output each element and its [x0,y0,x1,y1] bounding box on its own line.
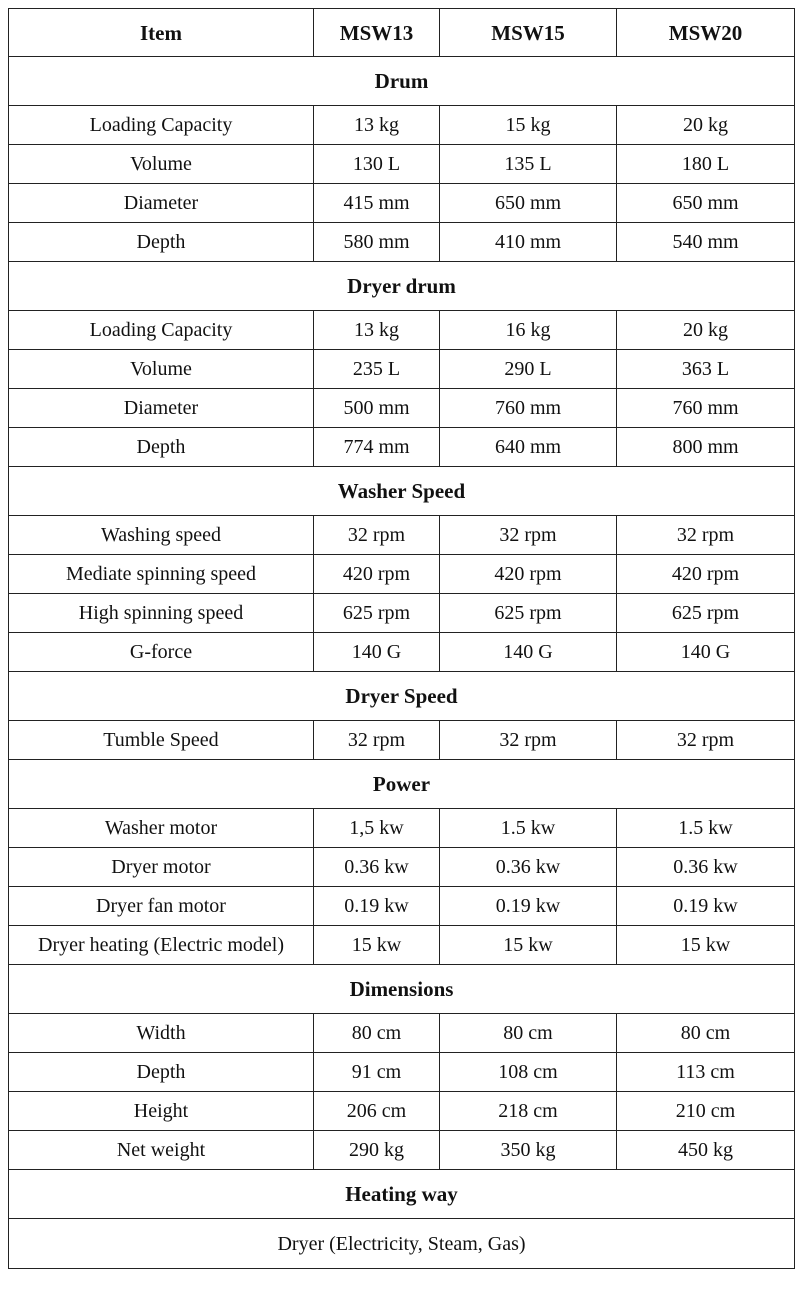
cell-msw20: 15 kw [617,926,795,965]
cell-msw15: 16 kg [440,311,617,350]
cell-msw20: 20 kg [617,106,795,145]
table-row [9,848,795,887]
cell-item: Mediate spinning speed [9,555,314,594]
cell-item: Net weight [9,1131,314,1170]
table-row [9,223,795,262]
cell-msw13: 130 L [314,145,440,184]
cell-msw13: 206 cm [314,1092,440,1131]
cell-item: Dryer motor [9,848,314,887]
cell-msw13: 415 mm [314,184,440,223]
cell-msw15: 108 cm [440,1053,617,1092]
cell-msw13: 420 rpm [314,555,440,594]
spec-table [8,8,795,1269]
table-row [9,145,795,184]
cell-msw13: 13 kg [314,106,440,145]
cell-msw20: 180 L [617,145,795,184]
cell-msw20: 450 kg [617,1131,795,1170]
cell-item: Diameter [9,389,314,428]
cell-msw15: 1.5 kw [440,809,617,848]
cell-msw15: 760 mm [440,389,617,428]
cell-msw13: 625 rpm [314,594,440,633]
cell-item: Diameter [9,184,314,223]
cell-item: Loading Capacity [9,311,314,350]
cell-msw15: 140 G [440,633,617,672]
cell-msw20: 363 L [617,350,795,389]
cell-msw13: 580 mm [314,223,440,262]
cell-msw13: 13 kg [314,311,440,350]
cell-msw13: 0.19 kw [314,887,440,926]
cell-item: Volume [9,350,314,389]
table-row [9,721,795,760]
table-row [9,350,795,389]
cell-msw15: 32 rpm [440,516,617,555]
cell-msw20: 113 cm [617,1053,795,1092]
cell-msw13: 32 rpm [314,516,440,555]
section-row-heating-way [9,1170,795,1219]
cell-msw15: 410 mm [440,223,617,262]
cell-msw13: 32 rpm [314,721,440,760]
cell-msw15: 15 kw [440,926,617,965]
cell-msw20: 540 mm [617,223,795,262]
cell-msw15: 218 cm [440,1092,617,1131]
cell-msw20: 32 rpm [617,516,795,555]
cell-msw20: 20 kg [617,311,795,350]
cell-item: High spinning speed [9,594,314,633]
cell-msw20: 625 rpm [617,594,795,633]
cell-msw20: 0.36 kw [617,848,795,887]
table-row [9,311,795,350]
cell-item: Loading Capacity [9,106,314,145]
cell-item: Depth [9,1053,314,1092]
note-row [9,1219,795,1269]
cell-msw20: 800 mm [617,428,795,467]
header-msw20: MSW20 [617,9,795,57]
cell-msw20: 140 G [617,633,795,672]
cell-item: Tumble Speed [9,721,314,760]
cell-msw13: 774 mm [314,428,440,467]
header-row [9,9,795,57]
cell-msw13: 1,5 kw [314,809,440,848]
cell-item: Depth [9,223,314,262]
section-title: Power [9,760,795,809]
table-row [9,809,795,848]
table-row [9,1053,795,1092]
table-row [9,594,795,633]
header-msw13: MSW13 [314,9,440,57]
cell-msw20: 1.5 kw [617,809,795,848]
table-row [9,1131,795,1170]
table-row [9,887,795,926]
table-row [9,516,795,555]
table-row [9,1014,795,1053]
section-title: Dryer drum [9,262,795,311]
section-title: Drum [9,57,795,106]
table-row [9,555,795,594]
cell-msw15: 135 L [440,145,617,184]
header-item: Item [9,9,314,57]
cell-item: Width [9,1014,314,1053]
cell-msw15: 290 L [440,350,617,389]
table-row [9,106,795,145]
cell-msw15: 350 kg [440,1131,617,1170]
cell-msw13: 500 mm [314,389,440,428]
cell-msw13: 80 cm [314,1014,440,1053]
section-row-washer-speed [9,467,795,516]
cell-msw20: 32 rpm [617,721,795,760]
section-title: Heating way [9,1170,795,1219]
cell-msw15: 625 rpm [440,594,617,633]
cell-msw15: 0.19 kw [440,887,617,926]
cell-msw13: 0.36 kw [314,848,440,887]
section-row-power [9,760,795,809]
cell-msw20: 420 rpm [617,555,795,594]
cell-msw13: 290 kg [314,1131,440,1170]
cell-msw13: 235 L [314,350,440,389]
cell-item: G-force [9,633,314,672]
cell-msw13: 91 cm [314,1053,440,1092]
cell-msw15: 0.36 kw [440,848,617,887]
spec-body [9,57,795,1269]
section-title: Dimensions [9,965,795,1014]
cell-msw15: 640 mm [440,428,617,467]
cell-msw13: 140 G [314,633,440,672]
cell-msw20: 760 mm [617,389,795,428]
cell-item: Volume [9,145,314,184]
cell-item: Depth [9,428,314,467]
cell-msw15: 80 cm [440,1014,617,1053]
cell-msw20: 80 cm [617,1014,795,1053]
table-row [9,184,795,223]
cell-msw13: 15 kw [314,926,440,965]
heating-way-note: Dryer (Electricity, Steam, Gas) [9,1219,795,1269]
section-title: Washer Speed [9,467,795,516]
cell-item: Dryer fan motor [9,887,314,926]
section-title: Dryer Speed [9,672,795,721]
cell-msw15: 420 rpm [440,555,617,594]
cell-item: Height [9,1092,314,1131]
cell-msw20: 210 cm [617,1092,795,1131]
cell-item: Dryer heating (Electric model) [9,926,314,965]
section-row-dryer-speed [9,672,795,721]
cell-msw15: 15 kg [440,106,617,145]
cell-msw15: 32 rpm [440,721,617,760]
header-msw15: MSW15 [440,9,617,57]
table-row [9,389,795,428]
section-row-dimensions [9,965,795,1014]
section-row-drum [9,57,795,106]
table-row [9,428,795,467]
cell-item: Washing speed [9,516,314,555]
cell-msw15: 650 mm [440,184,617,223]
cell-item: Washer motor [9,809,314,848]
cell-msw20: 650 mm [617,184,795,223]
table-row [9,926,795,965]
table-row [9,1092,795,1131]
section-row-dryer-drum [9,262,795,311]
cell-msw20: 0.19 kw [617,887,795,926]
table-row [9,633,795,672]
